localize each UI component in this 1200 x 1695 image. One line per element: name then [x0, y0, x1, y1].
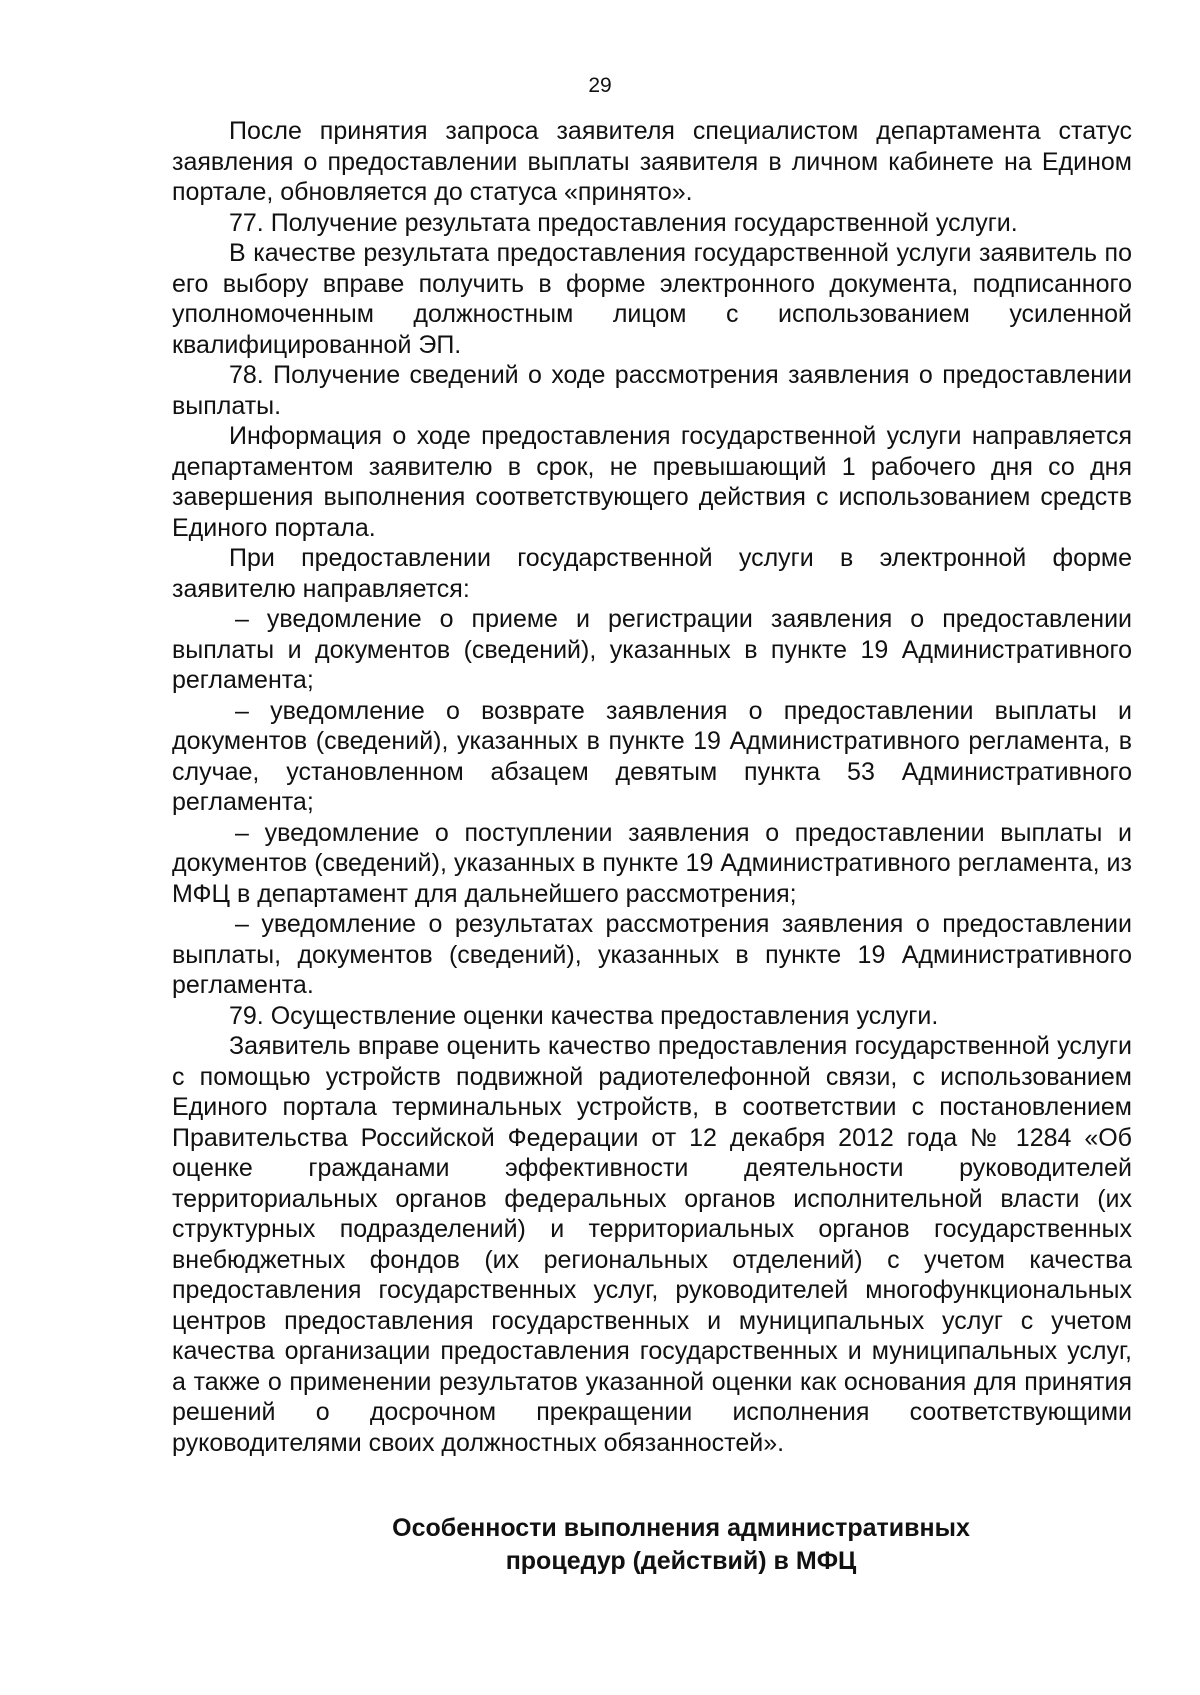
list-item-notification-return: – уведомление о возврате заявления о предоставлении выплаты и документов (сведений), указанных в пункте 19 Административного регламента, в случае, установленном абзацем девятым пункта 53 Административного регламента;	[172, 696, 1132, 816]
list-item-notification-receipt: – уведомление о приеме и регистрации заявления о предоставлении выплаты и документов (сведений), указанных в пункте 19 Административного регламента;	[172, 605, 1132, 694]
document-body	[172, 116, 1132, 1458]
section-heading-line-1: Особенности выполнения административных	[392, 1514, 970, 1542]
section-heading	[172, 1512, 1190, 1578]
list-item-notification-results: – уведомление о результатах рассмотрения заявления о предоставлении выплаты, документов (сведений), указанных в пункте 19 Административного регламента.	[172, 910, 1132, 999]
paragraph-quality-assessment: Заявитель вправе оценить качество предоставления государственной услуги с помощью устройств подвижной радиотелефонной связи, с использованием Единого портала терминальных устройств, в соответствии с постановлением Правительства Российской Федерации от 12 декабря 2012 года № 1284 «Об оценке гражданами эффективности деятельности руководителей территориальных органов федеральных органов исполнительной власти (их структурных подразделений) и территориальных органов государственных внебюджетных фондов (их региональных отделений) с учетом качества предоставления государственных услуг, руководителей многофункциональных центров предоставления государственных и муниципальных услуг с учетом качества организации предоставления государственных и муниципальных услуг, а также о применении результатов указанной оценки как основания для принятия решений о досрочном прекращении исполнения соответствующими руководителями своих должностных обязанностей».	[172, 1032, 1132, 1457]
paragraph-status-update: После принятия запроса заявителя специалистом департамента статус заявления о предоставлении выплаты заявителя в личном кабинете на Едином портале, обновляется до статуса «принято».	[172, 117, 1132, 206]
section-heading-line-2: процедур (действий) в МФЦ	[505, 1547, 857, 1575]
paragraph-result-form: В качестве результата предоставления государственной услуги заявитель по его выбору вправе получить в форме электронного документа, подписанного уполномоченным должностным лицом с использованием усиленной квалифицированной ЭП.	[172, 239, 1132, 359]
paragraph-item-79: 79. Осуществление оценки качества предоставления услуги.	[229, 1001, 939, 1030]
list-item-notification-transfer: – уведомление о поступлении заявления о предоставлении выплаты и документов (сведений), указанных в пункте 19 Административного регламента, из МФЦ в департамент для дальнейшего рассмотрения;	[172, 818, 1132, 908]
paragraph-notifications-intro: При предоставлении государственной услуги в электронной форме заявителю направляется:	[172, 544, 1132, 603]
paragraph-info-timing: Информация о ходе предоставления государственной услуги направляется департаментом заявителю в срок, не превышающий 1 рабочего дня со дня завершения выполнения соответствующего действия с использованием средств Единого портала.	[172, 422, 1132, 542]
paragraph-item-77: 77. Получение результата предоставления государственной услуги.	[229, 208, 1018, 237]
paragraph-item-78: 78. Получение сведений о ходе рассмотрения заявления о предоставлении выплаты.	[172, 361, 1132, 420]
page-number: 29	[588, 74, 612, 97]
